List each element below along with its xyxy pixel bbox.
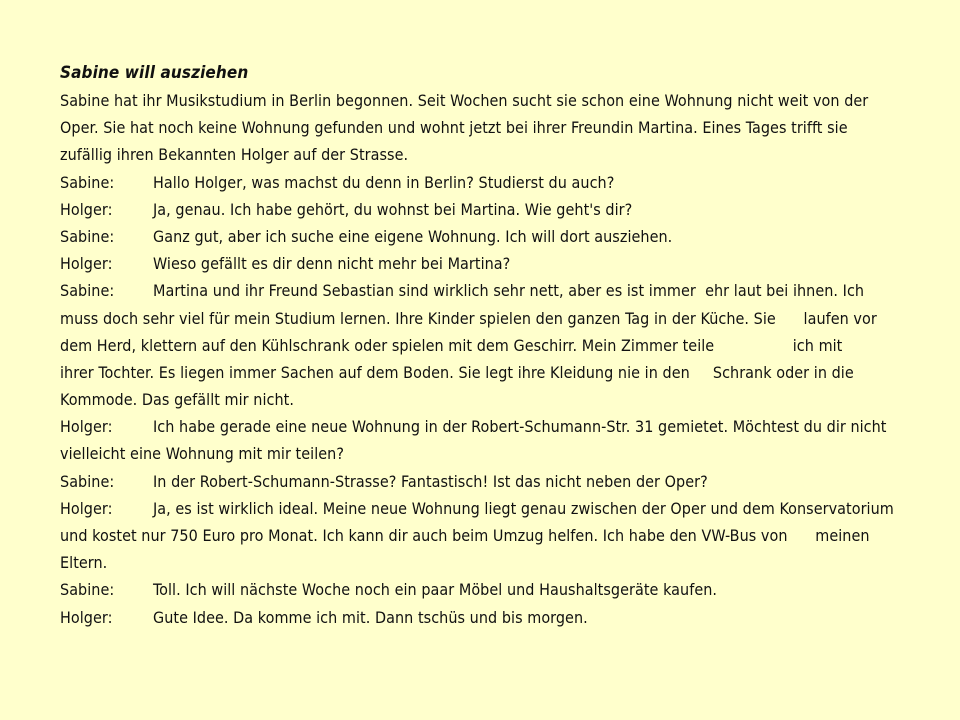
dialogue-continuation (60, 440, 922, 467)
dialogue-text: Kommode. Das gefällt mir nicht. (60, 390, 294, 410)
dialogue-text: In der Robert-Schumann-Strasse? Fantastisch! Ist das nicht neben der Oper? (153, 471, 708, 491)
speaker-label: Sabine: (60, 226, 115, 246)
dialogue-line (60, 250, 922, 277)
dialogue-text: Martina und ihr Freund Sebastian sind wirklich sehr nett, aber es ist immer ehr laut bei ihnen. Ich (153, 281, 865, 301)
dialogue-line (60, 223, 922, 250)
dialogue-text: Hallo Holger, was machst du denn in Berlin? Studierst du auch? (153, 172, 615, 192)
dialogue-line (60, 169, 922, 196)
dialogue-text: Toll. Ich will nächste Woche noch ein paar Möbel und Haushaltsgeräte kaufen. (153, 580, 718, 600)
speaker-label: Holger: (60, 254, 113, 274)
dialogue-text: ihrer Tochter. Es liegen immer Sachen auf dem Boden. Sie legt ihre Kleidung nie in den Schrank oder in die (60, 362, 854, 382)
dialogue-text: Ja, genau. Ich habe gehört, du wohnst bei Martina. Wie geht's dir? (153, 199, 633, 219)
intro-line: Sabine hat ihr Musikstudium in Berlin begonnen. Seit Wochen sucht sie schon eine Wohnung nicht weit von der (60, 91, 869, 110)
speaker-label: Sabine: (60, 281, 115, 301)
dialogue-line (60, 495, 922, 522)
speaker-label: Holger: (60, 199, 113, 219)
intro-line: Oper. Sie hat noch keine Wohnung gefunden und wohnt jetzt bei ihrer Freundin Martina. Eines Tages trifft sie (60, 118, 848, 138)
dialogue-continuation (60, 522, 922, 549)
dialogue-text: Ich habe gerade eine neue Wohnung in der Robert-Schumann-Str. 31 gemietet. Möchtest du dir nicht (153, 417, 887, 437)
dialogue-continuation (60, 332, 922, 359)
dialogue-text: und kostet nur 750 Euro pro Monat. Ich kann dir auch beim Umzug helfen. Ich habe den VW-Bus von meinen (60, 526, 870, 545)
dialogue-line (60, 468, 922, 495)
story-title: Sabine will ausziehen (60, 63, 249, 83)
dialogue-text: Wieso gefällt es dir denn nicht mehr bei Martina? (153, 254, 511, 274)
dialogue-text: Ja, es ist wirklich ideal. Meine neue Wohnung liegt genau zwischen der Oper und dem Konservatorium (153, 498, 894, 518)
intro-line: zufällig ihren Bekannten Holger auf der Strasse. (60, 145, 409, 165)
dialogue-text: muss doch sehr viel für mein Studium lernen. Ihre Kinder spielen den ganzen Tag in der Küche. Sie laufen vor (60, 308, 877, 328)
dialogue-continuation (60, 305, 922, 332)
dialogue-line (60, 413, 922, 440)
dialogue-text: dem Herd, klettern auf den Kühlschrank oder spielen mit dem Geschirr. Mein Zimmer teile ich mit (60, 335, 843, 355)
dialogue-line (60, 277, 922, 304)
speaker-label: Holger: (60, 607, 113, 627)
dialogue-line (60, 604, 922, 631)
dialogue-continuation (60, 549, 922, 576)
dialogue-continuation (60, 359, 922, 386)
speaker-label: Holger: (60, 417, 113, 437)
dialogue-line (60, 196, 922, 223)
dialogue-text: Eltern. (60, 553, 108, 573)
speaker-label: Sabine: (60, 580, 115, 600)
speaker-label: Sabine: (60, 172, 115, 192)
dialogue-line (60, 576, 922, 603)
dialogue-continuation (60, 386, 922, 413)
speaker-label: Holger: (60, 498, 113, 518)
dialogue-text: Gute Idee. Da komme ich mit. Dann tschüs und bis morgen. (153, 607, 588, 627)
speaker-label: Sabine: (60, 471, 115, 491)
dialogue-text: vielleicht eine Wohnung mit mir teilen? (60, 444, 345, 464)
dialogue-text: Ganz gut, aber ich suche eine eigene Wohnung. Ich will dort ausziehen. (153, 226, 673, 246)
